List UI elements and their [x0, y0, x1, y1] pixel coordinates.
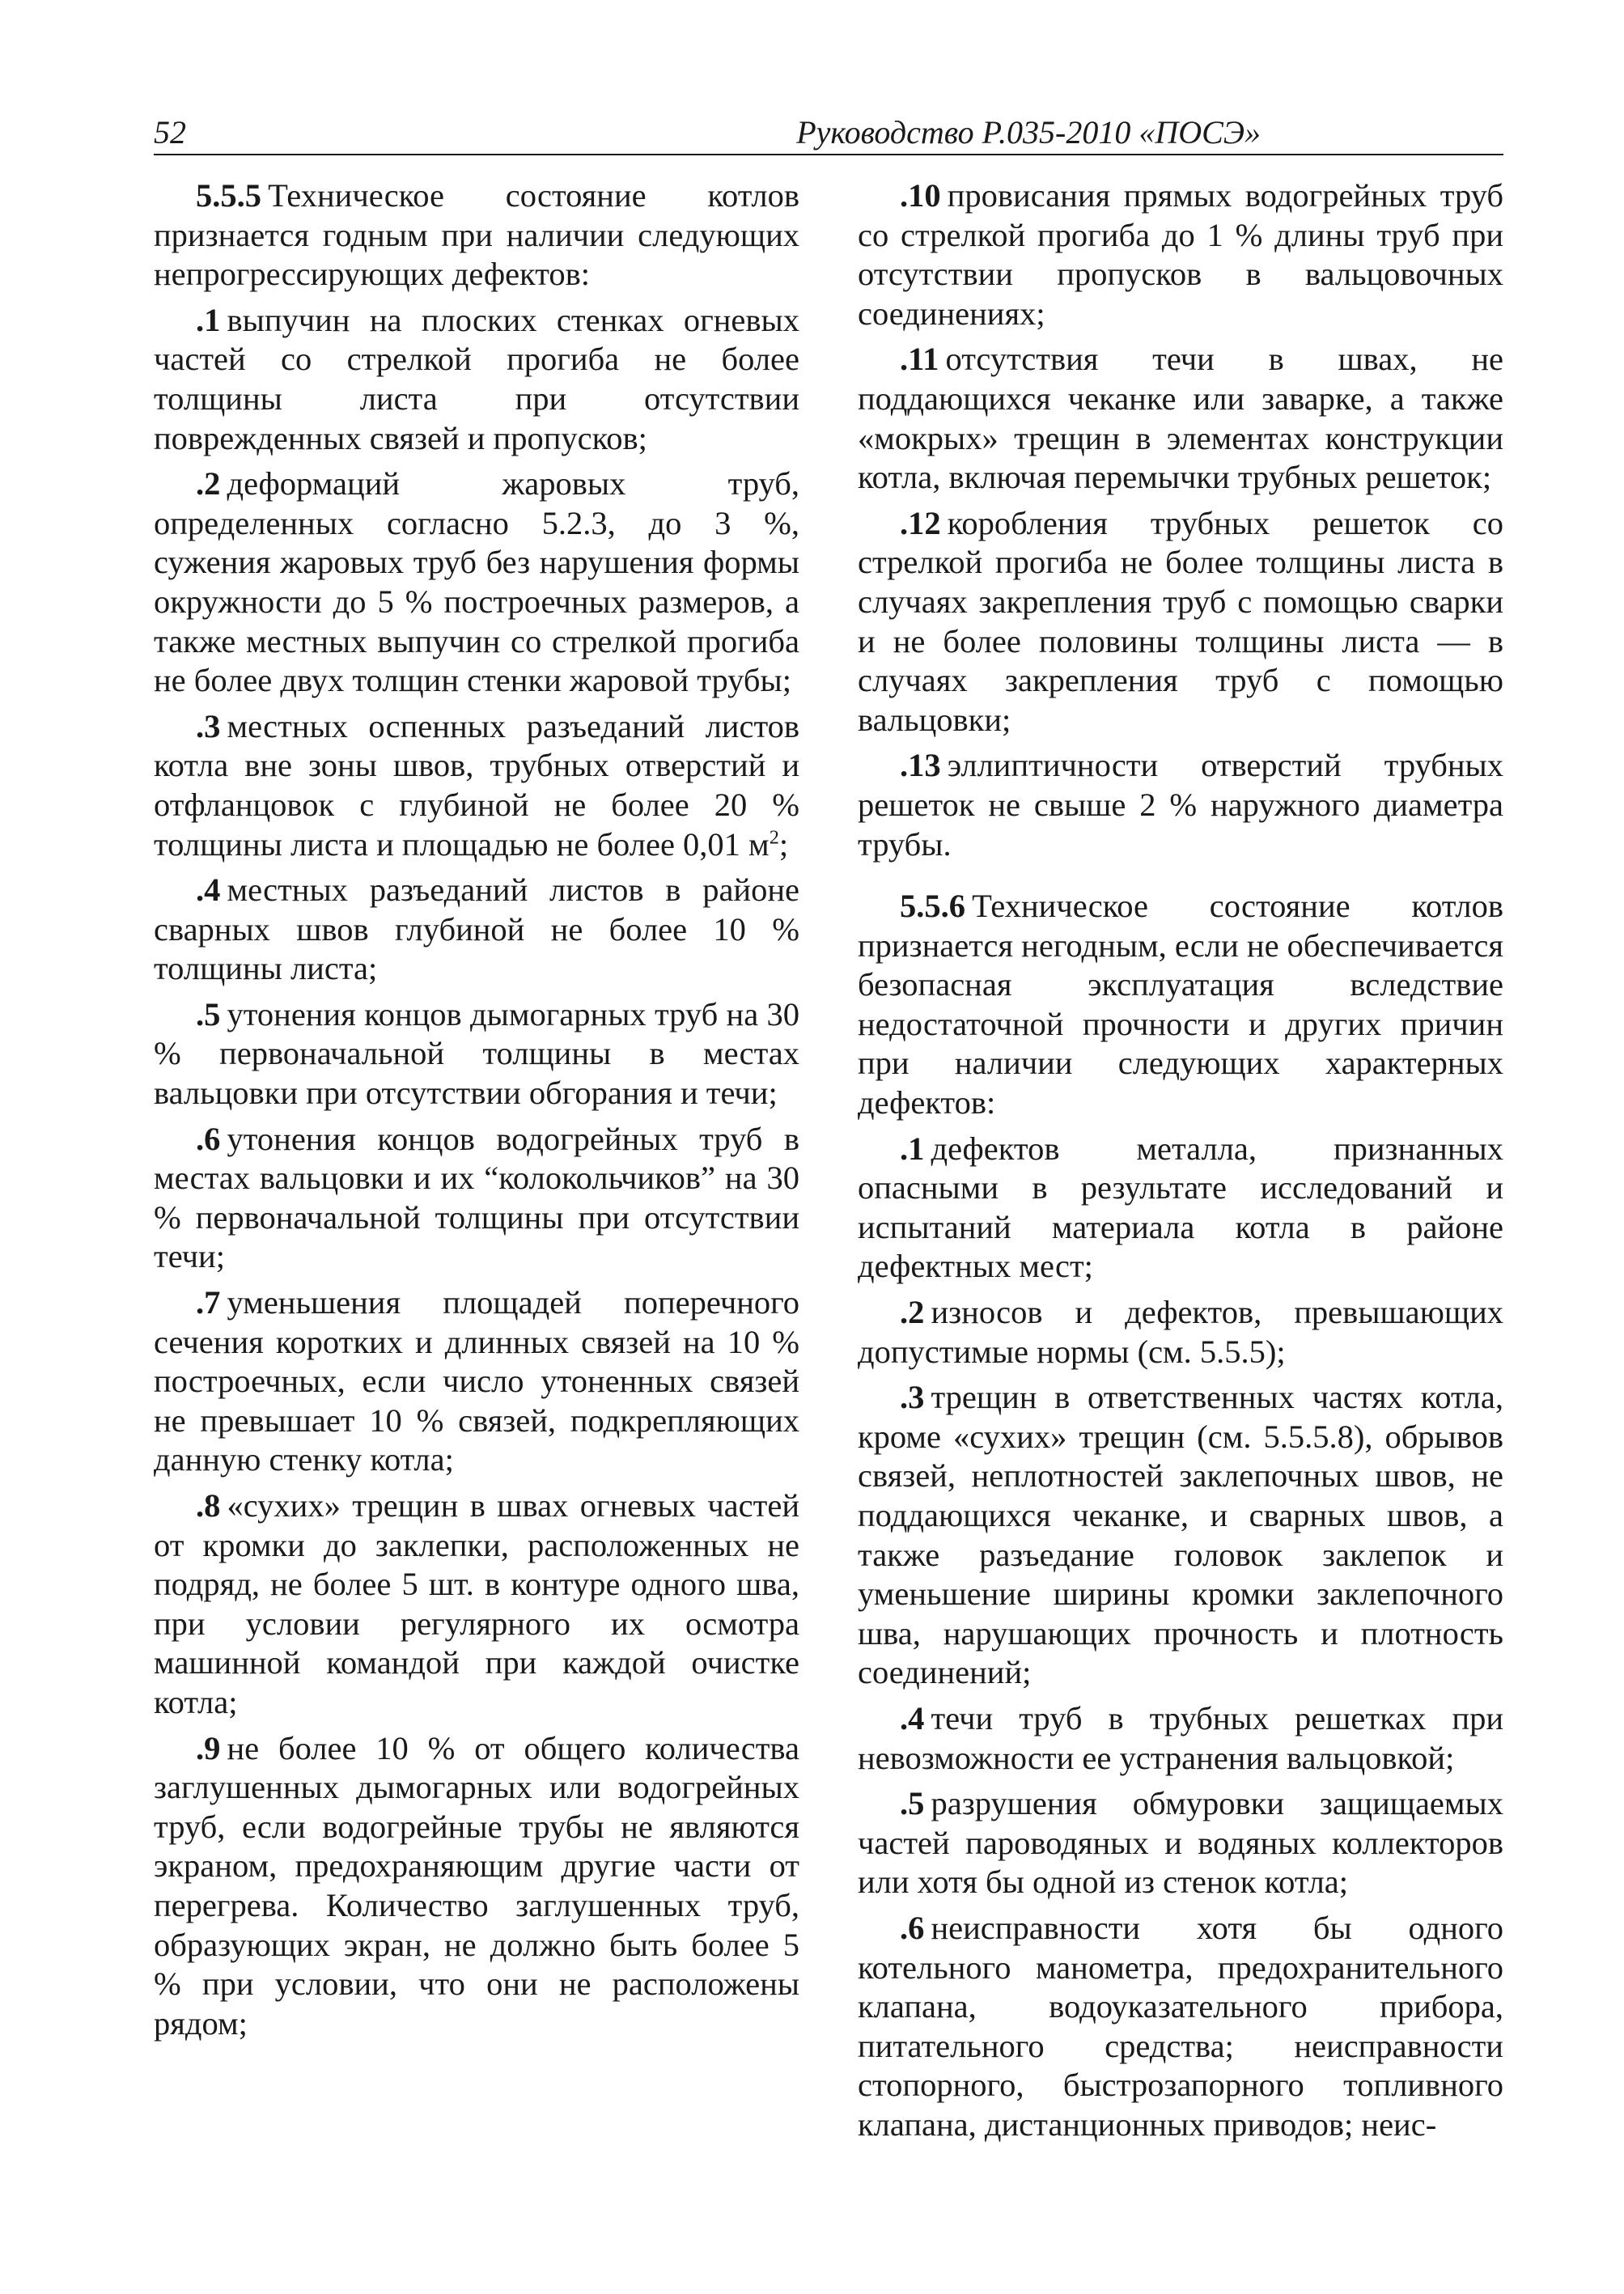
item-text: коробления трубных решеток со стрелкой прогиба не более толщины листа в случаях закрепления труб с помощью сварки и не более половины толщины листа — в случаях закрепления труб с помощью вальцовки;: [858, 504, 1503, 738]
list-item: [858, 340, 1503, 497]
item-number: .2: [900, 1294, 925, 1331]
list-item: [154, 1120, 799, 1277]
page-header: [154, 112, 1503, 155]
item-number: .3: [900, 1379, 925, 1416]
list-item: [858, 1784, 1503, 1902]
list-item: [154, 1729, 799, 2044]
list-item: [154, 871, 799, 989]
item-number: .5: [900, 1785, 925, 1822]
item-text: деформаций жаровых труб, определенных согласно 5.2.3, до 3 %, сужения жаровых труб без нарушения формы окружности до 5 % построечных размеров, а также местных выпучин со стрелкой прогиба не более двух толщин стенки жаровой трубы;: [154, 465, 799, 699]
section-paragraph: [154, 176, 799, 295]
item-number: .1: [900, 1130, 925, 1167]
right-column: [858, 176, 1503, 2152]
item-text: местных оспенных разъеданий листов котла вне зоны швов, трубных отверстий и отфланцовок с глубиной не более 20 % толщины листа и площадью не более 0,01 м: [154, 707, 799, 863]
list-item: [858, 1130, 1503, 1287]
item-number: .12: [900, 504, 941, 541]
item-number: .6: [900, 1909, 925, 1946]
item-text: Техническое состояние котлов признается годным при наличии следующих непрогрессирующих дефектов:: [154, 177, 799, 293]
item-text: отсутствия течи в швах, не поддающихся чеканке или заварке, а также «мокрых» трещин в элементах конструкции котла, включая перемычки трубных решеток;: [858, 341, 1503, 496]
item-text: уменьшения площадей поперечного сечения коротких и длинных связей на 10 % построечных, если число утоненных связей не превышает 10 % связей, подкрепляющих данную стенку котла;: [154, 1284, 799, 1478]
item-text: не более 10 % от общего количества заглушенных дымогарных или водогрейных труб, если водогрейные трубы не являются экраном, предохраняющим другие части от перегрева. Количество заглушенных труб, образующих экран, не должно быть более 5 % при условии, что они не расположены рядом;: [154, 1729, 799, 2042]
section-paragraph: [858, 887, 1503, 1123]
item-text: «сухих» трещин в швах огневых частей от кромки до заклепки, расположенных не подряд, не более 5 шт. в контуре одного шва, при условии регулярного их осмотра машинной командой при каждой очистке котла;: [154, 1487, 799, 1720]
item-number: .1: [196, 301, 221, 338]
item-text: выпучин на плоских стенках огневых частей со стрелкой прогиба не более толщины листа при отсутствии поврежденных связей и пропусков;: [154, 301, 799, 456]
superscript: 2: [769, 826, 779, 848]
item-text: дефектов металла, признанных опасными в результате исследований и испытаний материала котла в районе дефектных мест;: [858, 1130, 1503, 1285]
item-number: .13: [900, 747, 941, 784]
item-number: 5.5.6: [900, 888, 965, 925]
item-number: .10: [900, 177, 941, 214]
item-number: 5.5.5: [196, 177, 261, 214]
item-number: .11: [900, 341, 939, 378]
item-text: эллиптичности отверстий трубных решеток не свыше 2 % наружного диаметра трубы.: [858, 747, 1503, 863]
list-item: [858, 1699, 1503, 1778]
item-number: .9: [196, 1729, 221, 1766]
item-text: Техническое состояние котлов признается негодным, если не обеспечивается безопасная эксплуатация вследствие недостаточной прочности и других причин при наличии следующих характерных дефектов:: [858, 888, 1503, 1122]
item-text: износов и дефектов, превышающих допустимые нормы (см. 5.5.5);: [858, 1294, 1503, 1370]
item-text: утонения концов дымогарных труб на 30 % первоначальной толщины в местах вальцовки при отсутствии обгорания и течи;: [154, 995, 799, 1112]
item-number: .4: [900, 1699, 925, 1736]
item-number: .7: [196, 1284, 221, 1321]
item-number: .6: [196, 1120, 221, 1157]
item-text: трещин в ответственных частях котла, кроме «сухих» трещин (см. 5.5.5.8), обрывов связей, неплотностей заклепочных швов, не поддающихся чеканке, и сварных швов, а также разъедание головок заклепок и уменьшение ширины кромки заклепочного шва, нарушающих прочность и плотность соединений;: [858, 1379, 1503, 1691]
item-number: .2: [196, 465, 221, 502]
list-item: [858, 746, 1503, 864]
list-item: [154, 1283, 799, 1480]
item-text: местных разъеданий листов в районе сварных швов глубиной не более 10 % толщины листа;: [154, 871, 799, 987]
list-item: [858, 1293, 1503, 1372]
item-text: разрушения обмуровки защищаемых частей пароводяных и водяных коллекторов или хотя бы одной из стенок котла;: [858, 1785, 1503, 1901]
item-text-tail: ;: [778, 825, 789, 863]
list-item: [154, 1486, 799, 1723]
item-number: .4: [196, 871, 221, 909]
list-item: [858, 176, 1503, 333]
item-text: провисания прямых водогрейных труб со стрелкой прогиба до 1 % длины труб при отсутствии пропусков в вальцовочных соединениях;: [858, 177, 1503, 332]
page-number: 52: [154, 114, 186, 151]
list-item: [154, 995, 799, 1113]
left-column: [154, 176, 799, 2050]
item-number: .5: [196, 995, 221, 1033]
list-item: [858, 1378, 1503, 1693]
item-text: утонения концов водогрейных труб в местах вальцовки и их “колокольчиков” на 30 % первоначальной толщины при отсутствии течи;: [154, 1120, 799, 1275]
list-item: [154, 464, 799, 701]
item-number: .3: [196, 707, 221, 744]
item-text: течи труб в трубных решетках при невозможности ее устранения вальцовкой;: [858, 1699, 1503, 1776]
list-item: [858, 1909, 1503, 2145]
list-item: [154, 301, 799, 458]
running-title: Руководство Р.035-2010 «ПОСЭ»: [796, 114, 1261, 151]
list-item: [154, 707, 799, 864]
list-item: [858, 504, 1503, 740]
item-number: .8: [196, 1487, 221, 1524]
item-text: неисправности хотя бы одного котельного манометра, предохранительного клапана, водоуказательного прибора, питательного средства; неисправности стопорного, быстрозапорного топливного клапана, дистанционных приводов; неис-: [858, 1909, 1503, 2143]
